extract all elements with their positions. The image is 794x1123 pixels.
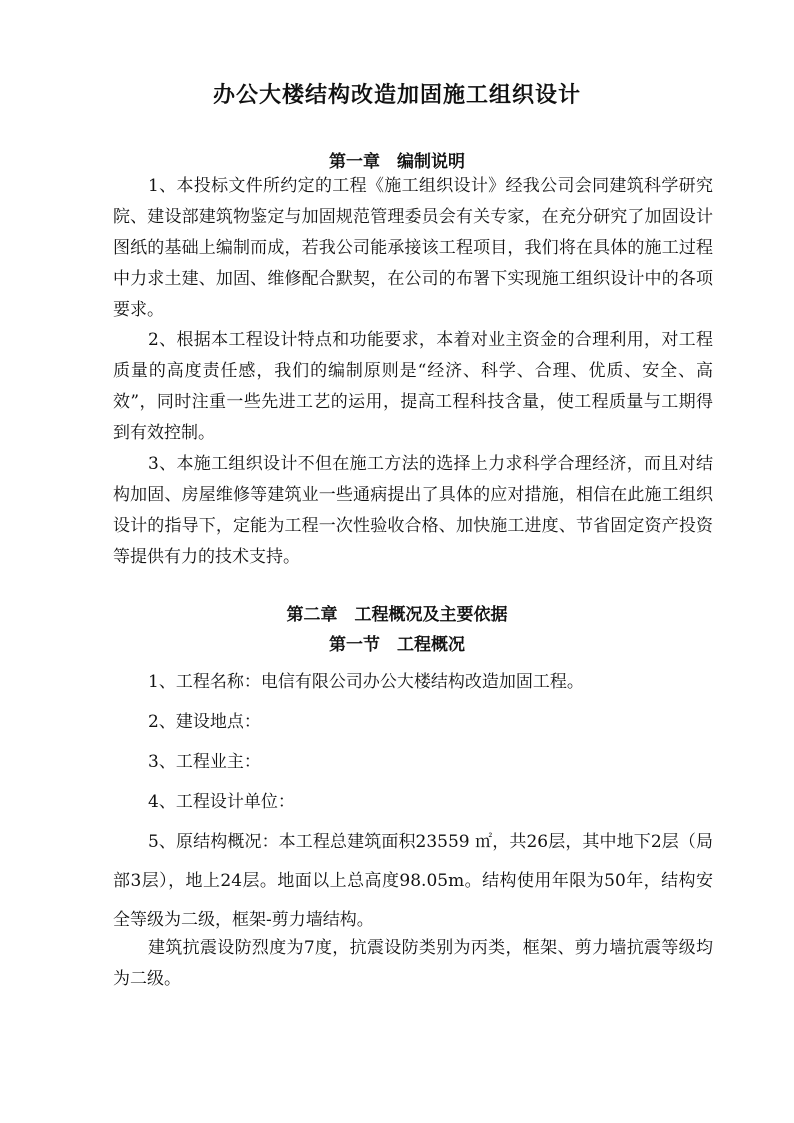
chapter2-heading: 第二章 工程概况及主要依据 <box>286 605 508 625</box>
document-title: 办公大楼结构改造加固施工组织设计 <box>212 82 581 108</box>
overview-item-3: 3、工程业主： <box>148 752 261 772</box>
overview-item-2: 2、建设地点： <box>148 712 261 732</box>
section1-heading: 第一节 工程概况 <box>329 635 465 655</box>
chapter1-paragraph-1: 1、本投标文件所约定的工程《施工组织设计》经我公司会同建筑科学研究院、建设部建筑物鉴定与加固规范管理委员会有关专家，在充分研究了加固设计图纸的基础上编制而成，若我公司能承接该工程项目，我们将在具体的施工过程中力求土建、加固、维修配合默契，在公司的布署下实现施工组织设计中的各项要求。 <box>113 176 713 320</box>
structure-overview-paragraph: 5、原结构概况：本工程总建筑面积23559 ㎡，共26层，其中地下2层（局部3层），地上24层。地面以上总高度98.05m。结构使用年限为50年，结构安全等级为二级，框架-剪力墙结构。 <box>113 832 713 930</box>
seismic-paragraph: 建筑抗震设防烈度为7度，抗震设防类别为丙类，框架、剪力墙抗震等级均为二级。 <box>113 938 713 989</box>
overview-item-4: 4、工程设计单位： <box>148 792 295 812</box>
overview-item-1: 1、工程名称：电信有限公司办公大楼结构改造加固工程。 <box>148 672 584 692</box>
chapter1-heading: 第一章 编制说明 <box>329 152 465 172</box>
chapter1-paragraph-2: 2、根据本工程设计特点和功能要求，本着对业主资金的合理利用，对工程质量的高度责任感，我们的编制原则是“经济、科学、合理、优质、安全、高效”，同时注重一些先进工艺的运用，提高工程科技含量，使工程质量与工期得到有效控制。 <box>113 330 713 443</box>
chapter1-paragraph-3: 3、本施工组织设计不但在施工方法的选择上力求科学合理经济，而且对结构加固、房屋维修等建筑业一些通病提出了具体的应对措施，相信在此施工组织设计的指导下，定能为工程一次性验收合格、加快施工进度、节省固定资产投资等提供有力的技术支持。 <box>113 454 713 567</box>
